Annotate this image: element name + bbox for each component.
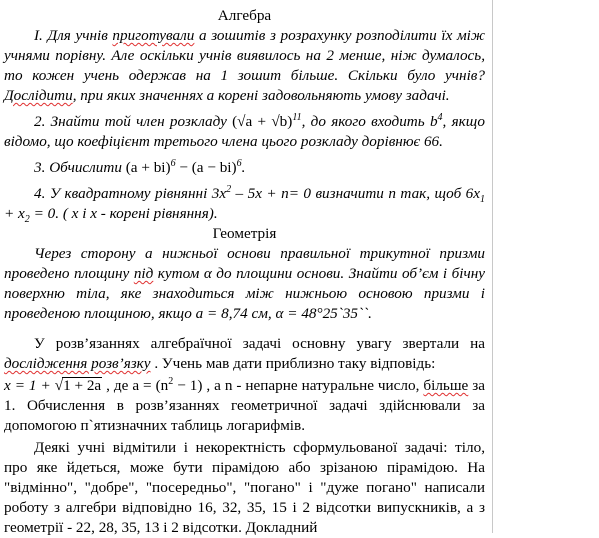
problem-4-text: – 5x + n= 0 визначити n так, щоб 6x (231, 185, 481, 202)
problem-3-text: . (241, 159, 246, 176)
document-body (4, 6, 485, 538)
report-paragraph-3: Деякі учні відмітили і некоректність сформульованої задачі: тіло, про яке йдеться, може бути пірамідою або зрізаною пірамідою. На "відмінно", "добре", "посередньо", "погано" і "дуже погано" написали роботу з алгебри відповідно 16, 32, 35, 15 і 2 відсотки випускників, а з геометрії - 22, 28, 35, 13 і 2 відсотки. Докладний (4, 439, 485, 536)
page-margin-line (492, 0, 493, 533)
problem-1-text: а зошитів з розрахунку розподілити їх між учнями порівну. Але оскільки учнів виявилось на 2 менше, ніж думалось, то кожен учень одержав на 1 зошит більше. Скільки було учнів? (4, 27, 485, 84)
formula-exponent: 6 (236, 157, 242, 169)
formula-answer: , де a = (n (102, 377, 169, 394)
formula-exponent: 2 (168, 375, 174, 387)
formula-radicand: 1 + 2a (63, 377, 102, 394)
problem-2 (4, 112, 485, 152)
formula-subscript: 2 (24, 214, 30, 226)
report-paragraph-2: x = 1 + √1 + 2a , де $a = (n^2 - 1)$ , а n - непарне натуральне число, більше за 1. Обчислення в розв’язаннях геометричної задачі здійснювали за допомогою п`ятизначних таблиць логарифмів. (4, 375, 485, 434)
heading-algebra: Алгебра (217, 7, 272, 24)
problem-2-text: , якщо відомо, що коефіцієнт третього члена цього розкладу дорівнює 66. (4, 113, 485, 150)
problem-1-text: , при яких значеннях а корені задовольняють умову задачі. (72, 87, 450, 104)
problem-3-text: 3. Обчислити (34, 159, 126, 176)
formula-variable: b (429, 113, 438, 130)
problem-1-text: I. Для учнів (34, 27, 113, 44)
geometry-text: кутом α до площини основи. Знайти об’єм і бічну поверхню тіла, яке знаходиться між нижньою основою призми і проведеною площиною, якщо а = 8,74 см, α = 48°25`35``. (4, 265, 486, 322)
spellcheck-word: приготували (112, 27, 195, 44)
formula-subscript: 1 (480, 194, 486, 206)
report-text: . Учень мав дати приблизно таку відповідь: (150, 355, 436, 372)
problem-4 (4, 184, 485, 224)
problem-2-text: , до якого входить (301, 113, 430, 130)
report-paragraph-1 (4, 334, 485, 374)
geometry-text: Через сторону а нижньої основи правильної трикутної призми проведено площину (4, 245, 485, 282)
problem-1 (4, 26, 485, 106)
spellcheck-word: більше (423, 377, 469, 394)
spellcheck-word: під (133, 265, 154, 282)
spellcheck-phrase: дослідження розв’язку (4, 355, 151, 372)
problem-3 (4, 158, 485, 178)
report-text: У розв’язаннях алгебраїчної задачі основну увагу звертали на (34, 335, 485, 352)
report-text: за 1. Обчислення в розв’язаннях геометричної задачі здійснювали за допомогою п`ятизначних таблиць логарифмів. (4, 377, 485, 434)
problem-4-text: + x (4, 205, 25, 222)
report-text: − 1) , а n - непарне натуральне число, (173, 377, 424, 394)
formula-answer: x = 1 + (4, 377, 55, 394)
formula-exponent: 4 (437, 111, 443, 123)
formula-term: − (a − bi) (175, 159, 237, 176)
formula-exponent: 2 (226, 183, 232, 195)
spellcheck-word: Дослідити (4, 87, 73, 104)
problem-2-text: 2. Знайти той член розкладу (34, 113, 233, 130)
problem-4-text: = 0. ( x і x - корені рівняння). (29, 205, 218, 222)
formula-exponent: 6 (170, 157, 176, 169)
formula-exponent: 11 (292, 111, 302, 123)
heading-geometry: Геометрія (212, 225, 277, 242)
formula-binomial: (√a + √b) (232, 113, 293, 130)
problem-4-text: 4. У квадратному рівнянні 3x (34, 185, 227, 202)
geometry-problem (4, 244, 485, 324)
formula-term: (a + bi) (125, 159, 171, 176)
